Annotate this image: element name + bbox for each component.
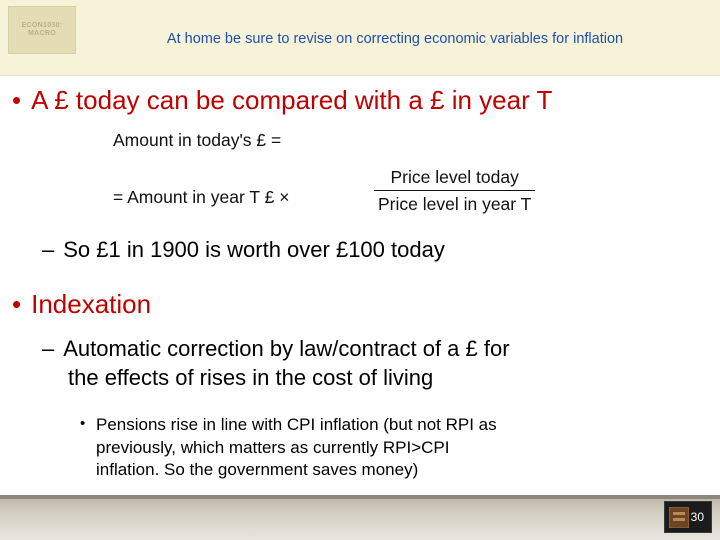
slide-footer bbox=[0, 495, 720, 540]
fraction-denominator: Price level in year T bbox=[378, 194, 532, 214]
bullet-level3-pensions bbox=[80, 414, 696, 482]
dash-marker-icon-2: – bbox=[42, 336, 55, 361]
slide-header bbox=[0, 0, 720, 76]
equation-line-2: = Amount in year T £ × bbox=[113, 187, 290, 207]
bullet-level2-worth bbox=[42, 237, 445, 263]
logo-line-2: MACRO bbox=[28, 30, 56, 37]
bullet-marker-icon-2: • bbox=[12, 289, 22, 319]
bullet-level1-compare-text: A £ today can be compared with a £ in year T bbox=[31, 85, 553, 115]
slide-body bbox=[0, 75, 720, 495]
course-logo bbox=[8, 6, 76, 54]
bullet-level1-indexation-text: Indexation bbox=[31, 289, 152, 319]
bullet-level1-compare bbox=[12, 85, 552, 116]
bullet-level2-worth-text: So £1 in 1900 is worth over £100 today bbox=[63, 237, 445, 262]
slide-number-badge bbox=[664, 501, 712, 533]
bullet-level2-line-2: the effects of rises in the cost of living bbox=[68, 364, 434, 390]
bullet-level2-automatic-correction bbox=[42, 335, 642, 392]
bullet-level1-indexation bbox=[12, 289, 151, 320]
slide-number: 30 bbox=[690, 510, 704, 524]
bullet-level3-line-2: previously, which matters as currently RPI>CPI bbox=[96, 437, 450, 457]
equation-fraction bbox=[374, 167, 535, 215]
bullet-marker-icon: • bbox=[12, 85, 22, 115]
logo-line-1: ECON1030: bbox=[21, 21, 63, 29]
footer-divider bbox=[0, 495, 720, 499]
slide-header-title: At home be sure to revise on correcting economic variables for inflation bbox=[166, 31, 624, 47]
bullet-marker-icon-3: • bbox=[80, 415, 86, 432]
bullet-level3-line-3: inflation. So the government saves money) bbox=[96, 460, 419, 480]
equation-line-1: Amount in today's £ = bbox=[113, 130, 282, 150]
bullet-level2-line-1: Automatic correction by law/contract of a £ for bbox=[63, 336, 510, 361]
book-icon bbox=[669, 507, 689, 528]
dash-marker-icon: – bbox=[42, 237, 55, 262]
bullet-level3-line-1: Pensions rise in line with CPI inflation (but not RPI as bbox=[96, 415, 497, 434]
fraction-numerator: Price level today bbox=[390, 167, 519, 187]
